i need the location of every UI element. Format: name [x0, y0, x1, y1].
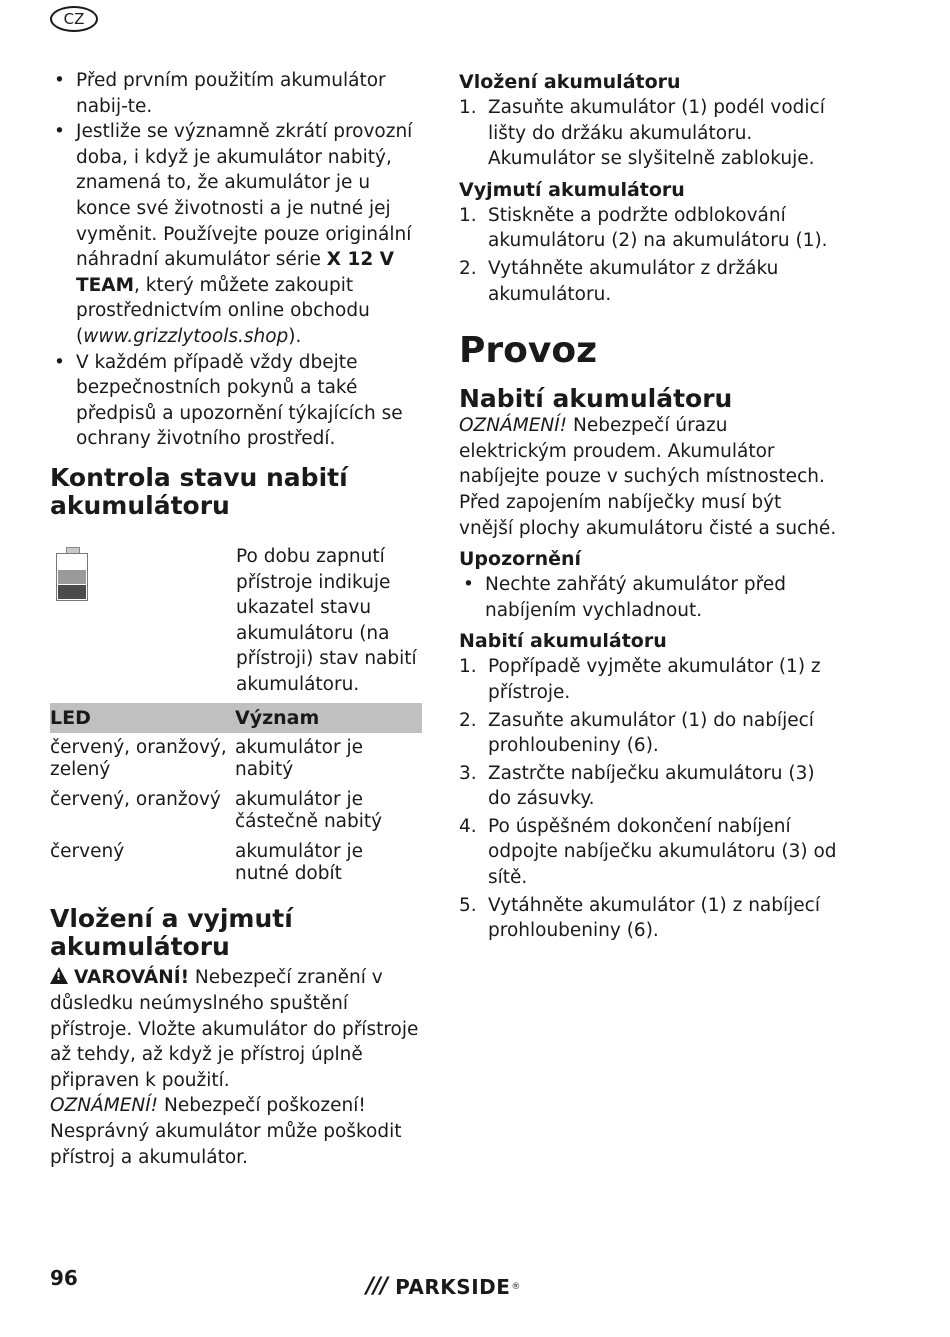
- charge-indicator-block: [50, 544, 422, 698]
- heading-insert-battery: Vložení akumulátoru: [459, 71, 681, 93]
- language-badge: [50, 6, 98, 32]
- warning-label: VAROVÁNÍ!: [74, 967, 190, 989]
- section-title-charging: Nabití akumulátoru: [459, 384, 733, 414]
- table-row: červený, oranžový akumulátor je částečně nabitý: [50, 789, 383, 833]
- warning-paragraph: !VAROVÁNÍ! Nebezpečí zranění v důsledku neúmyslného spuštění přístroje. Vložte akumulátor do přístroje až tehdy, až když je přístroj úplně připraven k použití.: [50, 965, 422, 1093]
- section-title-charge-check: Kontrola stavu nabití akumulátoru: [50, 462, 348, 520]
- warning-icon: [50, 967, 68, 984]
- right-column: [459, 70, 839, 944]
- shop-url: www.grizzlytools.shop: [83, 325, 289, 347]
- language-code: CZ: [63, 10, 85, 28]
- table-row: červený, oranžový, zelený akumulátor je nabitý: [50, 737, 364, 781]
- brand-slashes: ///: [366, 1274, 388, 1299]
- heading-charge-steps: Nabití akumulátoru: [459, 630, 667, 653]
- notice-paragraph: OZNÁMENÍ! Nebezpečí úrazu elektrickým proudem. Akumulátor nabíjejte pouze v suchých místnostech. Před zapojením nabíječky musí být vnější plochy akumulátoru čisté a suché.: [459, 415, 837, 539]
- list-item: 3. Zastrčte nabíječku akumulátoru (3) do zásuvky.: [459, 762, 815, 810]
- column-header-led: LED: [50, 703, 235, 733]
- list-item: 5. Vytáhněte akumulátor (1) z nabíjecí prohloubeniny (6).: [459, 894, 820, 942]
- heading-caution: Upozornění: [459, 548, 582, 571]
- notice-paragraph: OZNÁMENÍ! Nebezpečí poškození! Nesprávný akumulátor může poškodit přístroj a akumulátor.: [50, 1095, 402, 1168]
- column-header-meaning: Význam: [235, 703, 422, 733]
- table-row: červený akumulátor je nutné dobít: [50, 841, 364, 885]
- remove-steps: [459, 203, 839, 307]
- table-header-row: [50, 703, 422, 733]
- notice-label: OZNÁMENÍ!: [50, 1095, 159, 1117]
- list-item: 4. Po úspěšném dokončení nabíjení odpojte nabíječku akumulátoru (3) od sítě.: [459, 815, 837, 889]
- battery-notes-list: [50, 68, 422, 452]
- brand-name: PARKSIDE: [395, 1274, 511, 1299]
- list-item: • Před prvním použitím akumulátor nabij-te.: [50, 68, 422, 119]
- section-title-insert-remove: Vložení a vyjmutí akumulátoru: [50, 904, 293, 962]
- caution-list: [459, 572, 839, 623]
- list-item: 2. Vytáhněte akumulátor z držáku akumulátoru.: [459, 257, 779, 305]
- list-item: 1. Zasuňte akumulátor (1) podél vodicí lišty do držáku akumulátoru. Akumulátor se slyšitelně zablokuje.: [459, 97, 825, 170]
- list-item: • Jestliže se významně zkrátí provozní doba, i když je akumulátor nabitý, znamená to, že akumulátor je u konce své životnosti a je nutné jej vyměnit. Používejte pouze originální náhradní akumulátor série X 12 V TEAM, který můžete zakoupit prostřednictvím online obchodu (www.grizzlytools.shop).: [50, 119, 422, 349]
- list-item: 2. Zasuňte akumulátor (1) do nabíjecí prohloubeniny (6).: [459, 709, 814, 757]
- page-number: 96: [50, 1266, 78, 1290]
- insert-steps: [459, 95, 839, 172]
- registered-mark: ®: [511, 1281, 521, 1292]
- list-item: • Nechte zahřátý akumulátor před nabíjením vychladnout.: [459, 572, 839, 623]
- battery-series-name: X 12 V TEAM: [76, 249, 394, 296]
- chapter-title-operation: Provoz: [459, 330, 598, 372]
- list-item: • V každém případě vždy dbejte bezpečnostních pokynů a také předpisů a upozornění týkajících se ochrany životního prostředí.: [50, 350, 422, 452]
- list-item: 1. Popřípadě vyjměte akumulátor (1) z přístroje.: [459, 656, 821, 703]
- list-item: 1. Stiskněte a podržte odblokování akumulátoru (2) na akumulátoru (1).: [459, 204, 828, 252]
- led-table: [50, 703, 422, 889]
- heading-remove-battery: Vyjmutí akumulátoru: [459, 178, 685, 201]
- charge-indicator-description: Po dobu zapnutí přístroje indikuje ukazatel stavu akumulátoru (na přístroji) stav nabití akumulátoru.: [236, 545, 417, 695]
- left-column: [50, 68, 422, 1170]
- battery-level-icon: [50, 544, 236, 694]
- brand-logo: [366, 1274, 521, 1299]
- charge-steps: [459, 654, 839, 944]
- notice-label: OZNÁMENÍ!: [459, 415, 568, 437]
